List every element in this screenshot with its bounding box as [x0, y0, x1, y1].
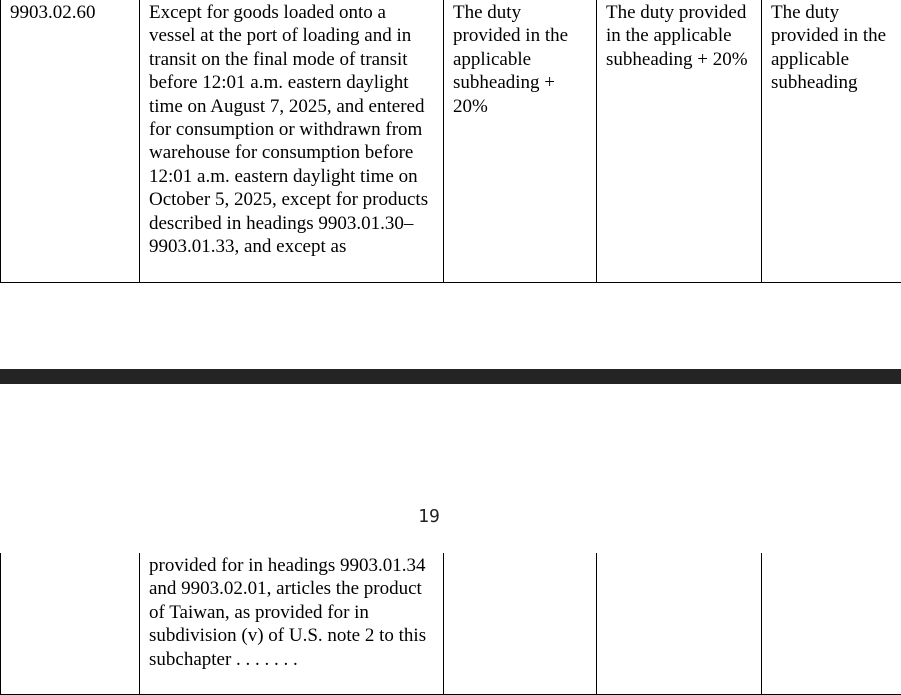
tariff-table-page-19-end [0, 0, 901, 283]
tariff-table-page-20-start [0, 553, 901, 695]
heading-number-cell: 9903.02.60 [0, 0, 139, 282]
special-rate-cell [596, 553, 761, 694]
article-description-cell: provided for in headings 9903.01.34 and 9903.02.01, articles the product of Taiwan, as provided for in subdivision (v) of U.S. note 2 to this subchapter . . . . . . . [139, 553, 443, 694]
article-description-cell: Except for goods loaded onto a vessel at the port of loading and in transit on the final mode of transit before 12:01 a.m. eastern daylight time on August 7, 2025, and entered for consumption or withdrawn from warehouse for consumption before 12:01 a.m. eastern daylight time on October 5, 2025, except for products described in headings 9903.01.30–9903.01.33, and except as [139, 0, 443, 282]
general-rate-cell: The duty provided in the applicable subheading + 20% [443, 0, 596, 282]
page-break-divider [0, 369, 901, 384]
heading-number-cell [0, 553, 139, 694]
column2-rate-cell [761, 553, 901, 694]
page-number: 19 [418, 506, 440, 527]
general-rate-cell [443, 553, 596, 694]
special-rate-cell: The duty provided in the applicable subheading + 20% [596, 0, 761, 282]
column2-rate-cell: The duty provided in the applicable subheading [761, 0, 901, 282]
